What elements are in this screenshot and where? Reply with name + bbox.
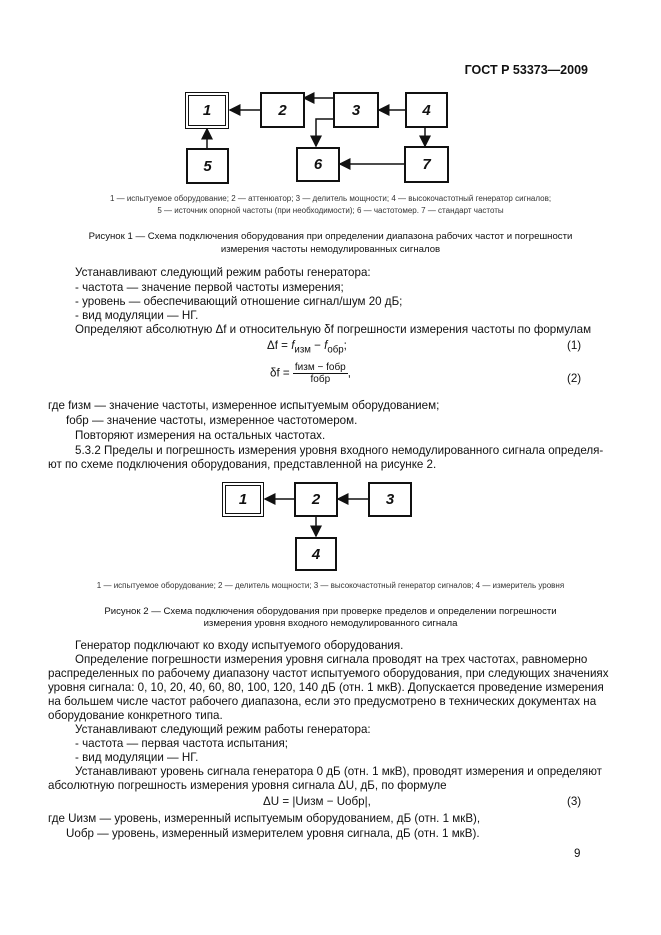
fig1-box-2: 2 [260,92,305,128]
fig1-box-7: 7 [404,146,449,183]
fig2-box-3: 3 [368,482,412,517]
figure-1-title-line-2: измерения частоты немодулированных сигналов [220,244,441,255]
paragraph: уровня сигнала: 0, 10, 20, 40, 60, 80, 100, 120, 140 дБ (отн. 1 мкВ). Допускается проведение измерения [48,681,604,694]
paragraph: на большем числе частот рабочего диапазона, если это предусмотрено в технических документах на [48,695,597,708]
paragraph: Повторяют измерения на остальных частотах. [75,429,326,442]
fig1-box-6: 6 [296,147,340,182]
paragraph: абсолютную погрешность измерения уровня сигнала ΔU, дБ, по формуле [48,779,447,792]
paragraph: Определение погрешности измерения уровня сигнала проводят на трех частотах, равномерно [75,653,588,666]
document-id: ГОСТ Р 53373—2009 [464,63,588,77]
equation-1-number: (1) [567,339,582,352]
paragraph: распределенных по рабочему диапазону частот испытуемого оборудования, при следующих значениях [48,667,609,680]
fig1-box-5: 5 [186,148,229,184]
paragraph: Устанавливают следующий режим работы генератора: [75,723,371,736]
figure-2-title-line-2: измерения уровня входного немодулированного сигнала [203,618,458,629]
paragraph: 5.3.2 Пределы и погрешность измерения уровня входного немодулированного сигнала определя- [75,444,604,457]
paragraph: Определяют абсолютную Δf и относительную δf погрешности измерения частоты по формулам [75,323,592,336]
list-item: - вид модуляции — НГ. [75,751,199,764]
equation-2-number: (2) [567,372,582,385]
where-line: где Uизм — уровень, измеренный испытуемым оборудованием, дБ (отн. 1 мкВ), [48,812,481,825]
paragraph: Генератор подключают ко входу испытуемого оборудования. [75,639,404,652]
fig1-box-3: 3 [333,92,379,128]
where-line: fобр — значение частоты, измеренное частотомером. [66,414,358,427]
page-number: 9 [574,847,581,860]
list-item: - частота — первая частота испытания; [75,737,288,750]
equation-3-number: (3) [567,795,582,808]
equation-2: δf = $\frac{\text{fизм − fобр}}{\text{fобр}}$ , [270,362,351,385]
fig2-box-2: 2 [294,482,338,517]
figure-1-legend-line-1: 1 — испытуемое оборудование; 2 — аттенюатор; 3 — делитель мощности; 4 — высокочастотный генератор сигналов; [109,194,552,203]
fig1-box-4: 4 [405,92,448,128]
fig2-box-4: 4 [295,537,337,571]
figure-1-title-line-1: Рисунок 1 — Схема подключения оборудования при определении диапазона рабочих частот и погрешности [88,231,573,242]
figure-2-legend: 1 — испытуемое оборудование; 2 — делитель мощности; 3 — высокочастотный генератор сигналов; 4 — измеритель уровня [96,581,565,590]
paragraph: ют по схеме подключения оборудования, представленной на рисунке 2. [48,458,437,471]
figure-2-title-line-1: Рисунок 2 — Схема подключения оборудования при проверке пределов и определении погрешности [104,606,557,617]
list-item: - уровень — обеспечивающий отношение сигнал/шум 20 дБ; [75,295,403,308]
paragraph: Устанавливают уровень сигнала генератора 0 дБ (отн. 1 мкВ), проводят измерения и определяют [75,765,602,778]
list-item: - вид модуляции — НГ. [75,309,199,322]
fig2-box-1: 1 [222,482,264,517]
where-line: где fизм — значение частоты, измеренное испытуемым оборудованием; [48,399,440,412]
fig1-box-1: 1 [185,92,229,129]
paragraph: Устанавливают следующий режим работы генератора: [75,266,371,279]
figure-1-legend-line-2: 5 — источник опорной частоты (при необходимости); 6 — частотомер. 7 — стандарт частоты [157,206,504,215]
equation-1: $\Delta f = f_{изм} - f_{обр}$; [267,339,347,356]
where-line: Uобр — уровень, измеренный измерителем уровня сигнала, дБ (отн. 1 мкВ). [66,827,480,840]
paragraph: оборудование конкретного типа. [48,709,223,722]
list-item: - частота — значение первой частоты измерения; [75,281,344,294]
equation-3: ΔU = |Uизм − Uобр|, [263,795,371,808]
